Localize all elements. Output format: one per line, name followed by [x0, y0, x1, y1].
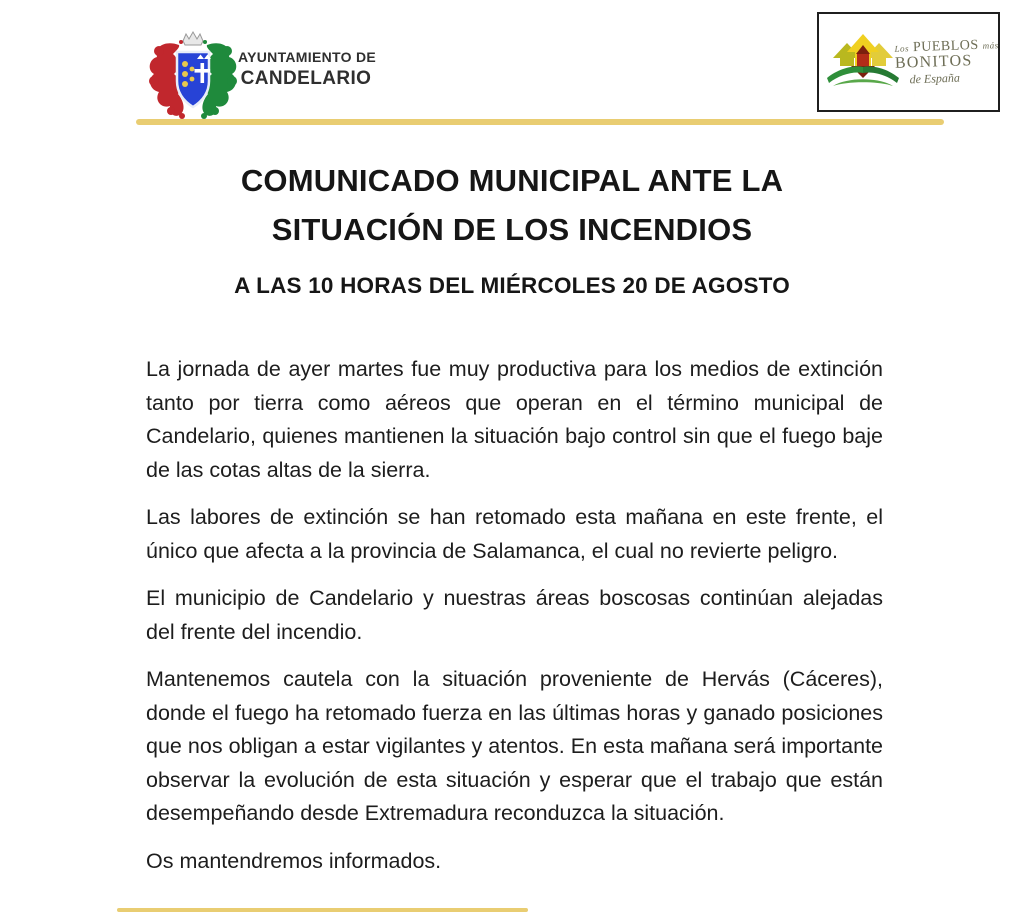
announcement-subtitle: A LAS 10 HORAS DEL MIÉRCOLES 20 DE AGOSTO	[234, 273, 790, 298]
announcement-body	[146, 353, 883, 892]
announcement-title-line1: COMUNICADO MUNICIPAL ANTE LA	[240, 163, 784, 198]
coat-of-arms-icon	[146, 30, 240, 122]
partner-logo-prefix: Los	[894, 43, 910, 54]
paragraph-5: Os mantendremos informados.	[146, 848, 442, 873]
org-name-line2: CANDELARIO	[240, 68, 372, 89]
partner-logo-word1: PUEBLOS	[912, 37, 979, 56]
paragraph-1: La jornada de ayer martes fue muy productiva para los medios de extinción tanto por tierra como aéreos que operan en el término municipal de Candelario, quienes mantienen la situación bajo control sin que el fuego baje de las cotas altas de la sierra.	[146, 357, 883, 482]
announcement-title-line2: SITUACIÓN DE LOS INCENDIOS	[271, 212, 753, 247]
org-name-line1: AYUNTAMIENTO DE	[238, 49, 377, 65]
paragraph-4: Mantenemos cautela con la situación proveniente de Hervás (Cáceres), donde el fuego ha retomado fuerza en las últimas horas y ganado posiciones que nos obligan a estar vigilantes y atentos. En esta mañana será importante observar la evolución de esta situación y esperar que el trabajo que están desempeñando desde Extremadura reconduzca la situación.	[146, 667, 883, 825]
org-name	[238, 49, 377, 90]
partner-logo-infix: más	[982, 40, 999, 51]
header-divider	[136, 119, 944, 125]
partner-logo-text	[894, 38, 1000, 85]
partner-logo-suffix: de España	[909, 70, 961, 86]
partner-logo-box	[817, 12, 1000, 112]
pueblos-bonitos-icon	[825, 26, 901, 98]
footer-divider	[117, 908, 528, 912]
paragraph-2: Las labores de extinción se han retomado esta mañana en este frente, el único que afecta a la provincia de Salamanca, el cual no revierte peligro.	[146, 505, 883, 563]
partner-logo-word2: BONITOS	[894, 52, 973, 73]
paragraph-3: El municipio de Candelario y nuestras áreas boscosas continúan alejadas del frente del incendio.	[146, 586, 883, 644]
announcement-title	[0, 156, 1024, 254]
